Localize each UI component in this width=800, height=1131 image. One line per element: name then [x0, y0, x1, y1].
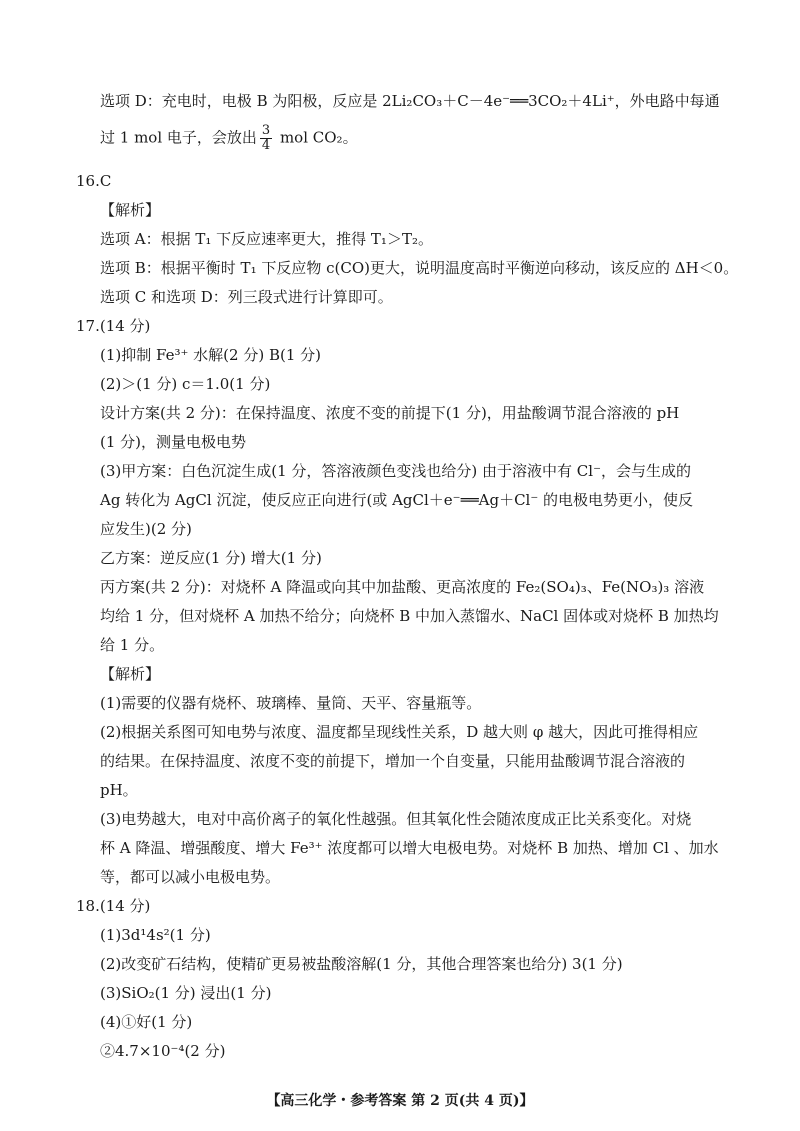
- text-line: 杯 A 降温、增强酸度、增大 Fe³⁺ 浓度都可以增大电极电势。对烧杯 B 加热、增加 Cl 、加水: [100, 839, 719, 857]
- text-line: 选项 D：充电时，电极 B 为阳极，反应是 2Li₂CO₃＋C－4e⁻══3CO₂＋4Li⁺，外电路中每通: [100, 92, 720, 110]
- fraction: [260, 124, 272, 153]
- text-line: 设计方案(共 2 分)：在保持温度、浓度不变的前提下(1 分)，用盐酸调节混合溶液的 pH: [100, 404, 680, 422]
- question-number: 18.(14 分): [76, 897, 151, 915]
- text-line: (3)甲方案：白色沉淀生成(1 分，答溶液颜色变浅也给分) 由于溶液中有 Cl⁻，会与生成的: [100, 462, 691, 480]
- text-line: 等，都可以减小电极电势。: [100, 868, 281, 886]
- text-line: Ag 转化为 AgCl 沉淀，使反应正向进行(或 AgCl＋e⁻══Ag＋Cl⁻ 的电极电势更小，使反: [100, 491, 694, 509]
- text-line: (2)＞(1 分) c＝1.0(1 分): [100, 375, 271, 393]
- text-line-with-fraction: [100, 124, 358, 153]
- text-line: (2)改变矿石结构，使精矿更易被盐酸溶解(1 分，其他合理答案也给分) 3(1 分): [100, 955, 623, 973]
- text-line: 乙方案：逆反应(1 分) 增大(1 分): [100, 549, 322, 567]
- text-line: (1)需要的仪器有烧杯、玻璃棒、量筒、天平、容量瓶等。: [100, 694, 482, 712]
- line-suffix: mol CO₂。: [275, 128, 358, 147]
- text-line: (1 分)，测量电极电势: [100, 433, 247, 451]
- text-line: 的结果。在保持温度、浓度不变的前提下，增加一个自变量，只能用盐酸调节混合溶液的: [100, 752, 686, 770]
- fraction-denominator: 4: [261, 138, 271, 153]
- page-footer: 【高三化学・参考答案 第 2 页(共 4 页)】: [266, 1093, 534, 1109]
- text-line: 选项 C 和选项 D：列三段式进行计算即可。: [100, 288, 393, 306]
- text-line: 选项 B：根据平衡时 T₁ 下反应物 c(CO)更大，说明温度高时平衡逆向移动，该反应的 ΔH＜0。: [100, 259, 739, 277]
- line-prefix: 过 1 mol 电子，会放出: [100, 128, 257, 147]
- text-line: 应发生)(2 分): [100, 520, 192, 538]
- fraction-numerator: 3: [261, 123, 271, 138]
- question-number: 17.(14 分): [76, 317, 151, 335]
- text-line: 给 1 分。: [100, 636, 165, 654]
- text-line: pH。: [100, 781, 138, 799]
- text-line: (2)根据关系图可知电势与浓度、温度都呈现线性关系，D 越大则 φ 越大，因此可推得相应: [100, 723, 699, 741]
- text-line: ②4.7×10⁻⁴(2 分): [100, 1042, 226, 1060]
- text-line: (4)①好(1 分): [100, 1013, 193, 1031]
- text-line: (1)抑制 Fe³⁺ 水解(2 分) B(1 分): [100, 346, 322, 364]
- question-number: 16.C: [76, 172, 112, 190]
- text-line: (1)3d¹4s²(1 分): [100, 926, 211, 944]
- text-line: (3)SiO₂(1 分) 浸出(1 分): [100, 984, 272, 1002]
- section-heading: 【解析】: [100, 665, 161, 683]
- text-line: 均给 1 分，但对烧杯 A 加热不给分；向烧杯 B 中加入蒸馏水、NaCl 固体或对烧杯 B 加热均: [100, 607, 719, 625]
- text-line: 丙方案(共 2 分)：对烧杯 A 降温或向其中加盐酸、更高浓度的 Fe₂(SO₄)₃、Fe(NO₃)₃ 溶液: [100, 578, 705, 596]
- text-line: (3)电势越大，电对中高价离子的氧化性越强。但其氧化性会随浓度成正比关系变化。对烧: [100, 810, 692, 828]
- section-heading: 【解析】: [100, 201, 161, 219]
- text-line: 选项 A：根据 T₁ 下反应速率更大，推得 T₁＞T₂。: [100, 230, 433, 248]
